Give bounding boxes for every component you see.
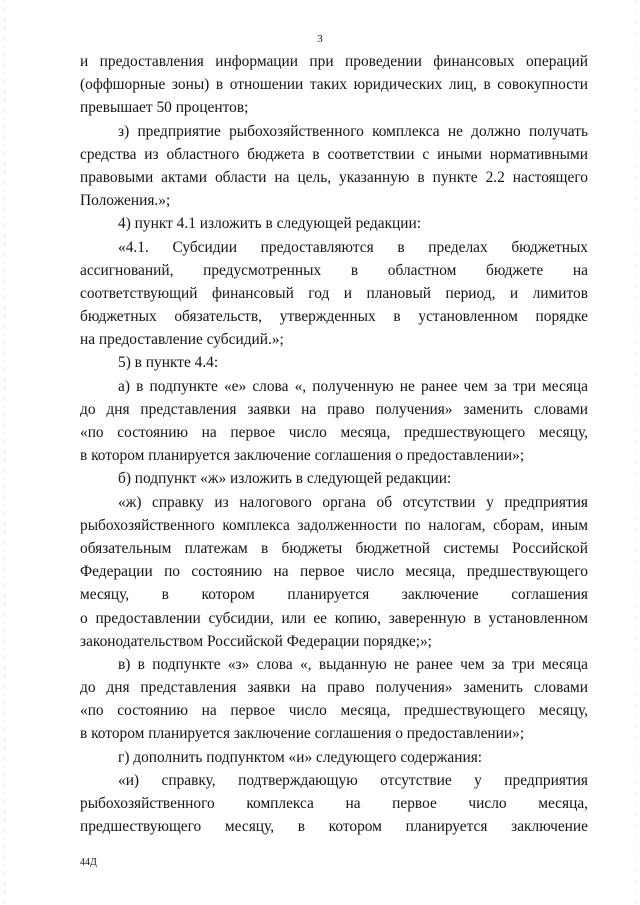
paragraph-first-line: а) в подпункте «е» слова «, полученную не ранее чем за три месяца [118, 377, 588, 395]
text-line: до дня представления заявки на право получения» заменить словами [80, 400, 588, 418]
paragraph-first-line: в) в подпункте «з» слова «, выданную не ранее чем за три месяца [118, 655, 588, 673]
paragraph-first-line: 5) в пункте 4.4: [118, 354, 219, 372]
text-line: месяцу, в котором планируется заключение соглашения [80, 586, 588, 604]
text-line: в котором планируется заключение соглашения о предоставлении»; [80, 447, 525, 465]
text-line: и предоставления информации при проведении финансовых операций [80, 53, 588, 70]
paragraph-first-line: «и) справку, подтверждающую отсутствие у предприятия [118, 771, 588, 789]
text-line: о предоставлении субсидии, или ее копию, заверенную в установленном [80, 609, 588, 627]
paragraph-first-line: б) подпункт «ж» изложить в следующей редакции: [118, 470, 452, 488]
text-line: рыбохозяйственного комплекса задолженности по налогам, сборам, иным [80, 516, 588, 534]
text-line: соответствующий финансовый год и плановый период, и лимитов [80, 284, 588, 302]
text-line: бюджетных обязательств, утвержденных в установленном порядке [80, 308, 588, 326]
paragraph-first-line: г) дополнить подпунктом «и» следующего содержания: [118, 748, 483, 766]
text-line: на предоставление субсидий.»; [80, 331, 284, 349]
text-line: обязательным платежам в бюджеты бюджетной системы Российской [80, 539, 588, 557]
paragraph-first-line: з) предприятие рыбохозяйственного комплекса не должно получать [118, 122, 588, 140]
paragraph-first-line: «ж) справку из налогового органа об отсутствии у предприятия [118, 493, 588, 511]
document-body [80, 50, 588, 838]
paragraph-first-line: 4) пункт 4.1 изложить в следующей редакции: [118, 215, 422, 233]
text-line: ассигнований, предусмотренных в областном бюджете на [80, 261, 588, 279]
text-line: законодательством Российской Федерации порядке;»; [80, 632, 432, 650]
text-line: до дня представления заявки на право получения» заменить словами [80, 679, 588, 697]
text-line: Федерации по состоянию на первое число месяца, предшествующего [80, 563, 588, 581]
text-line: Положения.»; [80, 192, 171, 210]
scan-edge-right [635, 0, 636, 905]
text-line: (оффшорные зоны) в отношении таких юридических лиц, в совокупности [80, 76, 588, 94]
text-line: «по состоянию на первое число месяца, предшествующего месяцу, [80, 702, 588, 720]
text-line: «по состоянию на первое число месяца, предшествующего месяцу, [80, 424, 588, 441]
scan-edge-left [4, 0, 5, 905]
text-line: предшествующего месяцу, в котором планируется заключение [80, 818, 588, 836]
paragraph-first-line: «4.1. Субсидии предоставляются в пределах бюджетных [118, 238, 588, 256]
text-line: средства из областного бюджета в соответствии с иными нормативными [80, 145, 588, 163]
text-line: в котором планируется заключение соглашения о предоставлении»; [80, 725, 525, 743]
text-line: правовыми актами области на цель, указанную в пункте 2.2 настоящего [80, 168, 588, 186]
text-line: превышает 50 процентов; [80, 99, 249, 117]
page-number: 3 [317, 33, 323, 45]
text-line: рыбохозяйственного комплекса на первое число месяца, [80, 795, 588, 812]
footer-code: 44Д [80, 857, 97, 868]
